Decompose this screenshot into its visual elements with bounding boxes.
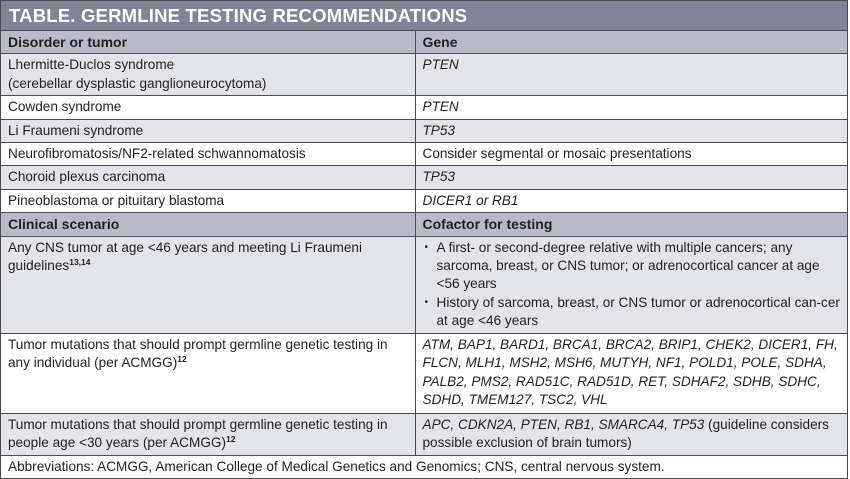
table-row	[1, 54, 847, 96]
column-header-clinical-scenario: Clinical scenario	[1, 213, 415, 236]
column-header-gene: Gene	[415, 31, 847, 54]
disorder-name: Lhermitte-Duclos syndrome	[8, 57, 175, 73]
gene-list-cell	[415, 413, 847, 455]
scenario-text: Tumor mutations that should prompt germline genetic testing in any individual (per ACMGG)	[8, 336, 388, 371]
disorder-cell: Neurofibromatosis/NF2-related schwannomatosis	[1, 143, 415, 166]
disorder-subtitle: (cerebellar dysplastic ganglioneurocytoma)	[8, 75, 267, 91]
scenario-cell	[1, 333, 415, 413]
cofactor-item: • A first- or second-degree relative with multiple cancers; any sarcoma, breast, or CNS tumor; or adrenocortical cancer at age <56 years	[423, 239, 841, 294]
disorder-cell	[1, 54, 415, 96]
scenario-text: Tumor mutations that should prompt germline genetic testing in people age <30 years (per ACMGG)	[8, 416, 388, 451]
disorder-cell: Choroid plexus carcinoma	[1, 166, 415, 189]
section2-header-row	[1, 213, 847, 236]
table-row	[1, 189, 847, 212]
cofactor-list	[423, 239, 841, 331]
gene-cell: Consider segmental or mosaic presentations	[415, 143, 847, 166]
footnote-row	[1, 455, 847, 478]
scenario-cell	[1, 413, 415, 455]
gene-cell: DICER1 or RB1	[415, 189, 847, 212]
column-header-disorder: Disorder or tumor	[1, 31, 415, 54]
gene-list: APC, CDKN2A, PTEN, RB1, SMARCA4, TP53	[422, 416, 705, 432]
gene-cell: TP53	[415, 166, 847, 189]
table-title: TABLE. GERMLINE TESTING RECOMMENDATIONS	[1, 1, 847, 31]
reference-superscript: 13,14	[69, 257, 91, 268]
table-row	[1, 236, 847, 333]
cofactor-item: • History of sarcoma, breast, or CNS tumor or adrenocortical can-cer at age <46 years	[423, 294, 841, 331]
scenario-text: Any CNS tumor at age <46 years and meeting Li Fraumeni guidelines	[8, 239, 362, 274]
reference-superscript: 12	[226, 434, 236, 445]
gene-cell: TP53	[415, 119, 847, 142]
table-row	[1, 413, 847, 455]
section1-header-row	[1, 31, 847, 54]
reference-superscript: 12	[177, 354, 187, 365]
scenario-cell	[1, 236, 415, 333]
gene-cell: PTEN	[415, 96, 847, 119]
table-body	[1, 31, 847, 478]
column-header-cofactor: Cofactor for testing	[415, 213, 847, 236]
gene-cell: PTEN	[415, 54, 847, 96]
disorder-cell: Pineoblastoma or pituitary blastoma	[1, 189, 415, 212]
abbreviations-footnote: Abbreviations: ACMGG, American College of Medical Genetics and Genomics; CNS, central nervous system.	[1, 455, 847, 478]
table-row	[1, 333, 847, 413]
disorder-cell: Cowden syndrome	[1, 96, 415, 119]
table-row	[1, 143, 847, 166]
disorder-cell: Li Fraumeni syndrome	[1, 119, 415, 142]
gene-list-cell: ATM, BAP1, BARD1, BRCA1, BRCA2, BRIP1, CHEK2, DICER1, FH, FLCN, MLH1, MSH2, MSH6, MUTYH, NF1, POLD1, POLE, SDHA, PALB2, PMS2, RAD51C, RAD51D, RET, SDHAF2, SDHB, SDHC, SDHD, TMEM127, TSC2, VHL	[415, 333, 847, 413]
table-row	[1, 96, 847, 119]
table-row	[1, 119, 847, 142]
cofactor-cell	[415, 236, 847, 333]
gene-list-note: (guideline considers possible exclusion of brain tumors)	[422, 416, 829, 451]
table-row	[1, 166, 847, 189]
